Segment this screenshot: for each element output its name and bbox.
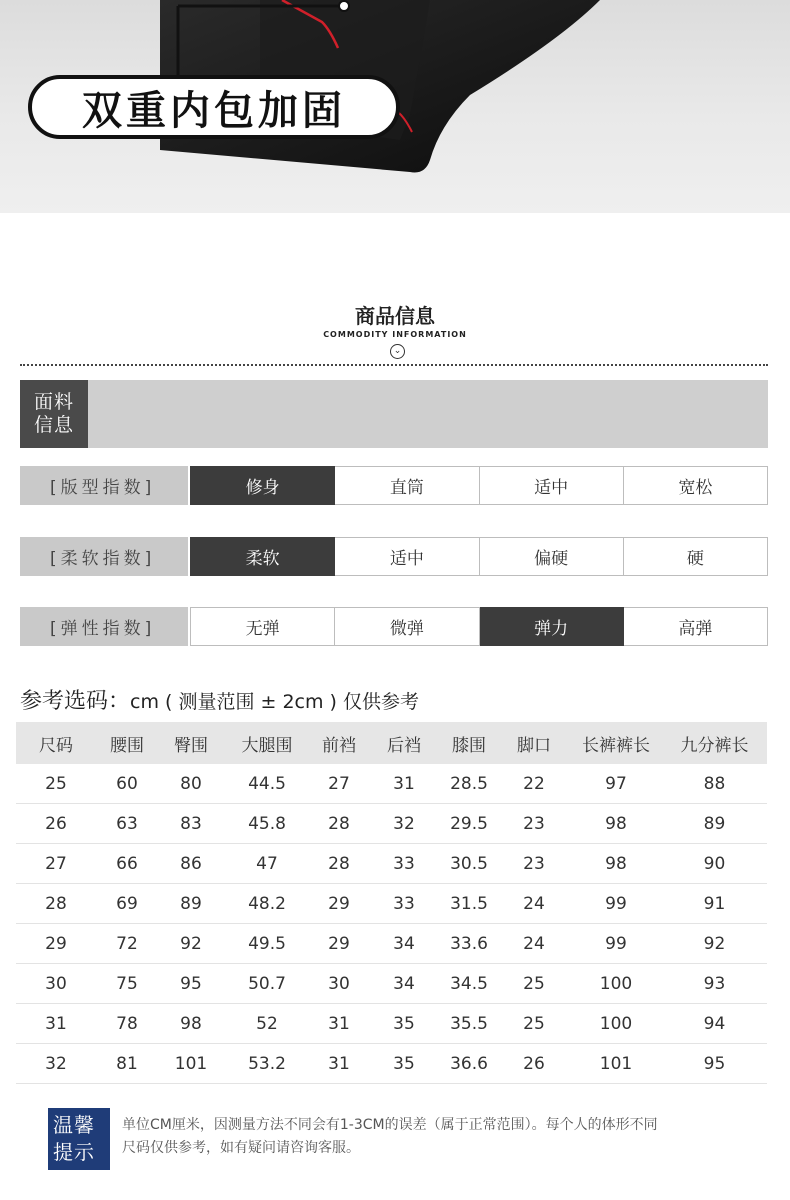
fit-option-straight[interactable]: 直筒 — [335, 466, 479, 505]
table-cell: 27 — [328, 773, 350, 794]
table-cell: 23 — [523, 853, 545, 874]
table-cell: 34 — [393, 973, 415, 994]
table-cell: 98 — [180, 1013, 202, 1034]
table-cell: 28 — [45, 893, 67, 914]
table-cell: 66 — [116, 853, 138, 874]
table-cell: 32 — [45, 1053, 67, 1074]
table-cell: 30.5 — [450, 853, 488, 874]
elasticity-option-none[interactable]: 无弹 — [190, 607, 335, 646]
header-cell: 膝围 — [452, 735, 486, 756]
table-cell: 91 — [703, 893, 726, 914]
softness-index-label: [柔软指数] — [20, 537, 188, 576]
table-cell: 31 — [328, 1013, 350, 1034]
elasticity-option-high[interactable]: 高弹 — [624, 607, 768, 646]
fit-option-loose[interactable]: 宽松 — [624, 466, 768, 505]
fit-index-row — [20, 466, 768, 505]
table-row — [16, 964, 767, 1004]
table-cell: 29 — [328, 893, 350, 914]
table-cell: 94 — [703, 1013, 726, 1034]
table-cell: 75 — [116, 973, 138, 994]
table-cell: 78 — [116, 1013, 138, 1034]
table-cell: 33.6 — [450, 933, 488, 954]
table-cell: 36.6 — [450, 1053, 488, 1074]
feature-callout: 双重内包加固 — [28, 75, 400, 139]
header-cell: 长裤裤长 — [582, 735, 650, 756]
header-cell: 前裆 — [322, 735, 356, 756]
table-cell: 35 — [393, 1013, 415, 1034]
table-row — [16, 884, 767, 924]
softness-index-row — [20, 537, 768, 576]
section-divider — [20, 364, 768, 366]
table-cell: 28 — [328, 813, 350, 834]
chevron-down-circle-icon: ⌄ — [390, 344, 405, 359]
table-cell: 31 — [45, 1013, 67, 1034]
table-row — [16, 1044, 767, 1084]
tips-text — [122, 1114, 762, 1160]
table-cell: 60 — [116, 773, 138, 794]
table-cell: 89 — [180, 893, 202, 914]
tips-badge: 温馨 提示 — [48, 1108, 110, 1170]
table-cell: 34 — [393, 933, 415, 954]
fabric-info-label: 面料 信息 — [20, 380, 88, 448]
table-cell: 30 — [45, 973, 67, 994]
table-cell: 98 — [605, 813, 627, 834]
table-cell: 99 — [605, 893, 627, 914]
tips-line-1: 单位CM厘米，因测量方法不同会有1-3CM的误差（属于正常范围）。每个人的体形不同 — [122, 1117, 658, 1133]
fabric-info-bar — [20, 380, 768, 448]
table-cell: 26 — [45, 813, 67, 834]
table-cell: 98 — [605, 853, 627, 874]
table-cell: 80 — [180, 773, 202, 794]
table-cell: 92 — [703, 933, 726, 954]
header-cell: 九分裤长 — [680, 735, 749, 756]
table-cell: 83 — [180, 813, 202, 834]
table-cell: 32 — [393, 813, 415, 834]
table-cell: 100 — [599, 973, 633, 994]
softness-option-soft[interactable]: 柔软 — [190, 537, 335, 576]
size-table — [16, 722, 767, 1084]
tips-line-2: 尺码仅供参考，如有疑问请咨询客服。 — [122, 1140, 360, 1156]
table-cell: 25 — [45, 773, 67, 794]
section-title: 商品信息 — [355, 304, 435, 328]
table-cell: 33 — [393, 893, 415, 914]
table-cell: 69 — [116, 893, 138, 914]
table-cell: 90 — [703, 853, 726, 874]
table-row — [16, 924, 767, 964]
fit-index-label: [版型指数] — [20, 466, 188, 505]
table-cell: 86 — [180, 853, 202, 874]
table-cell: 92 — [180, 933, 202, 954]
table-cell: 24 — [523, 893, 545, 914]
table-cell: 99 — [605, 933, 627, 954]
table-cell: 28.5 — [450, 773, 488, 794]
table-cell: 28 — [328, 853, 350, 874]
table-row — [16, 844, 767, 884]
table-cell: 50.7 — [248, 973, 286, 994]
table-cell: 23 — [523, 813, 545, 834]
table-cell: 101 — [599, 1053, 633, 1074]
header-cell: 脚口 — [517, 735, 551, 756]
elasticity-option-slight[interactable]: 微弹 — [335, 607, 479, 646]
product-photo — [0, 0, 790, 213]
table-cell: 33 — [393, 853, 415, 874]
table-cell: 34.5 — [450, 973, 488, 994]
table-cell: 31 — [328, 1053, 350, 1074]
softness-option-medium[interactable]: 适中 — [335, 537, 479, 576]
table-cell: 81 — [116, 1053, 138, 1074]
table-cell: 44.5 — [248, 773, 286, 794]
table-cell: 52 — [256, 1013, 278, 1034]
size-table-body — [16, 764, 767, 1084]
header-cell: 后裆 — [387, 735, 421, 756]
fit-option-slim[interactable]: 修身 — [190, 466, 335, 505]
table-cell: 48.2 — [248, 893, 286, 914]
table-cell: 88 — [703, 773, 726, 794]
table-cell: 47 — [256, 853, 278, 874]
table-cell: 35.5 — [450, 1013, 488, 1034]
table-cell: 35 — [393, 1053, 415, 1074]
size-heading-label: 参考选码： — [20, 689, 131, 714]
header-cell: 腰围 — [110, 735, 144, 756]
softness-option-hard[interactable]: 硬 — [624, 537, 768, 576]
table-cell: 29 — [328, 933, 350, 954]
table-cell: 27 — [45, 853, 67, 874]
elasticity-index-row — [20, 607, 768, 646]
table-cell: 30 — [328, 973, 350, 994]
fit-option-regular[interactable]: 适中 — [480, 466, 624, 505]
table-cell: 24 — [523, 933, 545, 954]
elasticity-option-stretch[interactable]: 弹力 — [480, 607, 624, 646]
header-cell: 臀围 — [174, 735, 208, 756]
table-cell: 53.2 — [248, 1053, 286, 1074]
size-table-header — [16, 722, 767, 764]
table-cell: 100 — [599, 1013, 633, 1034]
size-heading-note: cm ( 测量范围 ± 2cm ) 仅供参考 — [130, 691, 419, 713]
table-row — [16, 764, 767, 804]
size-table-heading — [20, 684, 419, 715]
table-cell: 45.8 — [248, 813, 286, 834]
table-cell: 97 — [605, 773, 627, 794]
table-cell: 93 — [703, 973, 726, 994]
table-cell: 26 — [523, 1053, 545, 1074]
table-row — [16, 1004, 767, 1044]
table-cell: 49.5 — [248, 933, 286, 954]
table-cell: 31 — [393, 773, 415, 794]
table-cell: 101 — [174, 1053, 208, 1074]
table-cell: 63 — [116, 813, 138, 834]
table-cell: 25 — [523, 973, 545, 994]
table-cell: 25 — [523, 1013, 545, 1034]
table-cell: 72 — [116, 933, 138, 954]
table-cell: 31.5 — [450, 893, 488, 914]
header-cell: 大腿围 — [241, 735, 293, 756]
table-cell: 29.5 — [450, 813, 488, 834]
softness-option-firm[interactable]: 偏硬 — [480, 537, 624, 576]
table-row — [16, 804, 767, 844]
table-cell: 22 — [523, 773, 545, 794]
table-cell: 29 — [45, 933, 67, 954]
table-cell: 95 — [180, 973, 202, 994]
elasticity-index-label: [弹性指数] — [20, 607, 188, 646]
header-cell: 尺码 — [39, 735, 73, 756]
table-cell: 95 — [703, 1053, 726, 1074]
section-subtitle: COMMODITY INFORMATION — [323, 330, 467, 339]
table-cell: 89 — [703, 813, 726, 834]
